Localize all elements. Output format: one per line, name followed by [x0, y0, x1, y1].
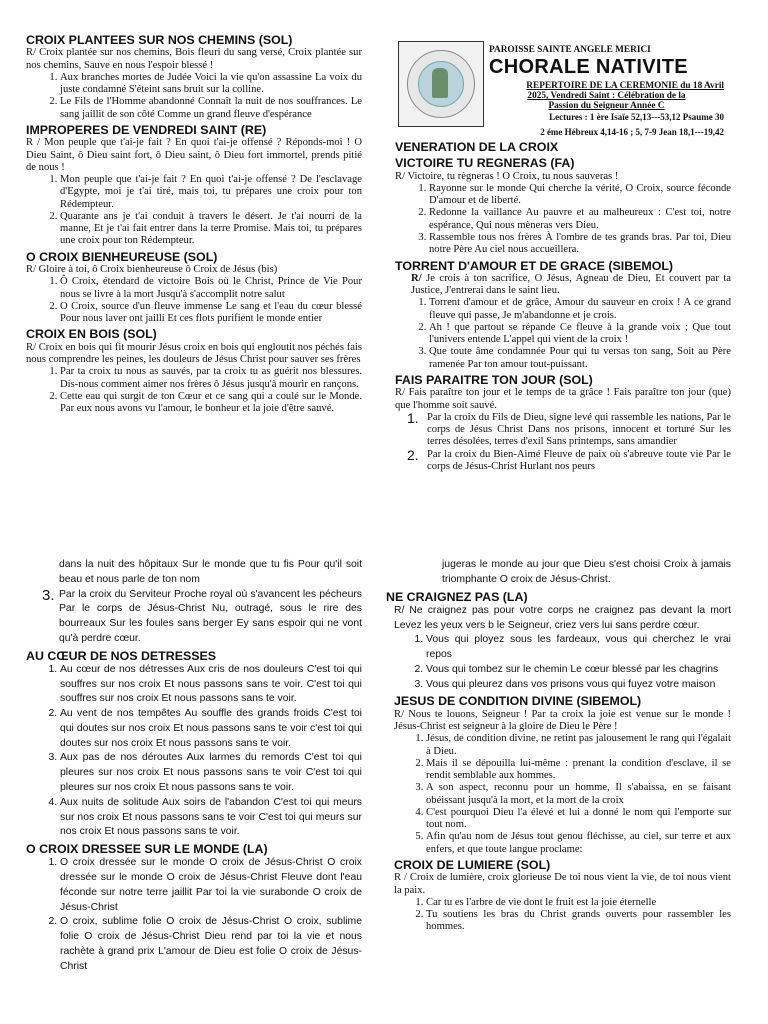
ceremony-occasion: Passion du Seigneur Année C — [548, 101, 665, 111]
song-title: TORRENT D'AMOUR ET DE GRACE (SIBEMOL) — [395, 258, 674, 273]
verse: 1. Par la croix du Fils de Dieu, signe levé qui rassemble les nations, Par le corps de Jésus Christ Dans nos prisons, innocent et torturé Sur les terres désolées, terres d'exil Sans printemps, sans amandier — [407, 409, 731, 448]
verse: 1. Torrent d'amour et de grâce, Amour du sauveur en croix ! A ce grand fleuve qui passe, Je m'abandonne et je crois. — [429, 297, 731, 322]
column-top-left — [26, 31, 362, 415]
verse: 2. O croix, sublime folie O croix de Jésus-Christ O croix, sublime folie O croix de Jésus-Christ Dieu rend par toi la vie et nous rachète à grand prix L'amour de Dieu est folie O croix de Jésus-Christ — [60, 915, 362, 974]
verse: 2. Redonne la vaillance Au pauvre et au malheureux : C'est toi, notre espérance, Qui nous mèneras vers Dieu. — [429, 207, 731, 232]
verse-list — [26, 663, 362, 840]
parish-name: PAROISSE SAINTE ANGELE MERICI — [489, 45, 651, 55]
verse: 5. Afin qu'au nom de Jésus tout genou fléchisse, au ciel, sur terre et aux enfers, et que toute langue proclame: — [426, 831, 731, 856]
verse-number: 3. — [42, 586, 55, 604]
ceremony-date: 2025, Vendredi Saint : Célébration de la — [527, 91, 686, 101]
refrain: R/ Victoire, tu règneras ! O Croix, tu nous sauveras ! — [395, 170, 619, 182]
verse: 2. O Croix, source d'un fleuve immense Le sang et l'eau du cœur blessé Pour nous laver ont jailli Et ces flots purifient le monde entier — [60, 301, 362, 326]
song-title: O CROIX BIENHEUREUSE (SOL) — [26, 249, 218, 264]
verse-list — [26, 856, 362, 974]
verse: 1. O croix dressée sur le monde O croix de Jésus-Christ O croix dressée sur le monde O croix de Jésus-Christ Fleuve dont l'eau féconde sur notre terre jaillit Par toi la vie surabonde O croix de Jésus-Christ — [60, 856, 362, 915]
verse: 1. Rayonne sur le monde Qui cherche la vérité, O Croix, source féconde D'amour et de liberté. — [429, 183, 731, 208]
readings-line-1: Lectures : 1 ère Isaïe 52,13---53,12 Psaume 30 — [549, 112, 724, 122]
verse-list — [26, 366, 362, 415]
choir-logo — [398, 41, 484, 127]
column-bottom-left — [26, 558, 362, 974]
verse: 3. Rassemble tous nos frères À l'ombre de tes grands bras. Par toi, Dieu notre Père Au ciel nous accueillera. — [429, 232, 731, 257]
verse: 4. Aux nuits de solitude Aux soirs de l'abandon C'est toi qui meurs sur nos croix Et nous passons sans te voir C'est toi qui meurs sur nos croix Et nous passons sans te voir. — [60, 796, 362, 840]
verse: 2. Au vent de nos tempêtes Au souffle des grands froids C'est toi qui doutes sur nos croix Et nous passons sans te voir c'est toi qui doutes sur nos croix Et nous passons sans te voir. — [60, 707, 362, 751]
verse-continuation: jugeras le monde au jour que Dieu s'est choisi Croix à jamais triomphante O croix de Jésus-Christ. — [442, 559, 731, 585]
verse: 2. Quarante ans je t'ai conduit à travers le désert. Je t'ai nourri de la manne, Et je t'ai fait entrer dans la terre Promise. Mais toi, tu prépares une croix pour ton Rédempteur. — [60, 211, 362, 248]
song-title: FAIS PARAITRE TON JOUR (SOL) — [395, 373, 593, 388]
song-title: O CROIX DRESSEE SUR LE MONDE (LA) — [26, 842, 268, 857]
verse-list — [386, 633, 731, 692]
verse-continuation: dans la nuit des hôpitaux Sur le monde que tu fis Pour qu'il soit beau et nous parle de ton nom — [59, 559, 362, 585]
verse-list — [395, 297, 731, 371]
verse: 1. Par ta croix tu nous as sauvés, par ta croix tu as guérit nos blessures. Dis-nous comment aimer nos frères ô Jésus jusqu'à mourir en rançons. — [60, 366, 362, 391]
song-title: JESUS DE CONDITION DIVINE (SIBEMOL) — [394, 694, 642, 709]
verse: 3. Aux pas de nos déroutes Aux larmes du remords C'est toi qui pleures sur nos croix Et nous passons sans te voir C'est toi qui pleures sur nos croix Et nous passons sans te voir. — [60, 751, 362, 795]
verse-list — [395, 183, 731, 257]
song-title: CROIX PLANTEES SUR NOS CHEMINS (SOL) — [26, 33, 293, 47]
verse: 2. Mais il se dépouilla lui-même : prenant la condition d'esclave, il se rendit semblable aux hommes. — [426, 758, 731, 783]
verse: 3. Par la croix du Serviteur Proche royal où s'avancent les pécheurs Par le corps de Jésus-Christ Nu, outragé, sous le rire des bourreaux Sur les foules sans berger Ey sans espoir qui ne vont qu'à perdre cœur. — [42, 586, 362, 644]
refrain-label: R/ — [411, 272, 422, 284]
verse: 3. Vous qui pleurez dans vos prisons vous qui fuyez votre maison — [426, 678, 731, 693]
verse: 2. Par la croix du Bien-Aimé Fleuve de paix où s'abreuve toute vie Par le corps de Jésus-Christ Hurlant nos peurs — [407, 446, 731, 472]
song-title: NE CRAIGNEZ PAS (LA) — [386, 589, 528, 604]
header-block — [394, 37, 724, 137]
verse-list — [26, 72, 362, 121]
verse-list — [386, 897, 731, 934]
verse: 2. Ah ! que partout se répande Ce fleuve à la grande voix ; Que tout l'univers entende L'appel qui vient de la croix ! — [429, 322, 731, 347]
ceremony-title: REPERTOIRE DE LA CEREMONIE du 18 Avril — [526, 81, 724, 91]
refrain: R/ Croix plantée sur nos chemins, Bois fleuri du sang versé, Croix plantée sur nos chemins, Sauve en nous l'espoir blessé ! — [26, 47, 362, 71]
column-top-right — [395, 138, 731, 473]
verse: 1. Aux branches mortes de Judée Voici la vie qu'on assassine La voix du juste condamné S'éteint sans bruit sur la colline. — [60, 72, 362, 97]
choir-name: CHORALE NATIVITE — [489, 56, 688, 78]
verse: 1. Ô Croix, étendard de victoire Bois où le Christ, Prince de Vie Pour nous se livre à la mort Jusqu'à s'accomplit notre salut — [60, 276, 362, 301]
verse: 1. Vous qui ployez sous les fardeaux, vous qui cherchez le vrai repos — [426, 633, 731, 663]
verse: 1. Au cœur de nos détresses Aux cris de nos douleurs C'est toi qui souffres sur nos croix Et nous passons sans te voir. C'est toi qui souffres sur nos croix Et nous passons sans te voir. — [60, 663, 362, 707]
verse-list — [26, 174, 362, 248]
refrain: R/ Croix en bois qui fit mourir Jésus croix en bois qui engloutit nos péchés fais nous comprendre les peines, les douleurs de Jésus Christ pour sauver ses frères — [26, 341, 362, 365]
verse: 2. Cette eau qui surgit de ton Cœur et ce sang qui a coulé sur le Monde. Par eux nous avons vu l'amour, le bonheur et la joie d'être sauvé. — [60, 391, 362, 416]
column-bottom-right — [386, 558, 731, 934]
refrain: R/ Ne craignez pas pour votre corps ne craignez pas devant la mort Levez les yeux vers b le Seigneur, criez vers lui sans perdre cœur. — [394, 604, 731, 631]
verse: 1. Mon peuple que t'ai-je fait ? En quoi t'ai-je offensé ? De l'esclavage d'Egypte, moi je t'ai tiré, mais toi, tu prépares une croix pour ton Rédempteur. — [60, 174, 362, 211]
verse-list — [386, 733, 731, 856]
verse: 1. Car tu es l'arbre de vie dont le fruit est la joie éternelle — [426, 897, 731, 909]
verse: 2. Le Fils de l'Homme abandonné Connaît la nuit de nos souffrances. Le sang jaillit de son côté Comme un grand fleuve d'espérance — [60, 96, 362, 121]
verse: 2. Tu soutiens les bras du Christ grands ouverts pour rassembler les hommes. — [426, 909, 731, 934]
song-title: IMPROPERES DE VENDREDI SAINT (RE) — [26, 122, 267, 137]
verse: 4. C'est pourquoi Dieu l'a élevé et lui a donné le nom qui l'emporte sur tout nom. — [426, 807, 731, 832]
verse: 3. A son aspect, reconnu pour un homme, Il s'abaissa, en se faisant obéissant jusqu'à la mort, et la mort de la croix — [426, 782, 731, 807]
song-title: VICTOIRE TU REGNERAS (FA) — [395, 156, 575, 171]
section-title: VENERATION DE LA CROIX — [395, 140, 559, 154]
song-title: AU CŒUR DE NOS DETRESSES — [26, 648, 217, 663]
verse: 2. Vous qui tombez sur le chemin Le cœur blessé par les chagrins — [426, 663, 731, 678]
readings-line-2: 2 éme Hébreux 4,14-16 ; 5, 7-9 Jean 18,1---19,42 — [540, 127, 724, 137]
refrain: R / Croix de lumière, croix glorieuse De toi nous vient la vie, de toi nous vient la paix. — [394, 872, 731, 896]
song-title: CROIX DE LUMIERE (SOL) — [394, 858, 551, 873]
song-title: CROIX EN BOIS (SOL) — [26, 327, 157, 342]
refrain: R / Mon peuple que t'ai-je fait ? En quoi t'ai-je offensé ? Réponds-moi ! O Dieu Saint, ô Dieu saint fort, ô Dieu saint, ô Dieu fort immortel, prends pitié de nous ! — [26, 137, 362, 173]
verse-list — [395, 409, 731, 473]
refrain: R/ Je crois à ton sacrifice, O Jésus, Agneau de Dieu, Et couvert par ta Justice, J'entrerai dans le saint lieu. — [411, 272, 731, 297]
refrain: R/ Fais paraître ton jour et le temps de ta grâce ! Fais paraître ton jour (que) que l'homme soit sauvé. — [395, 387, 731, 411]
verse: 1. Jésus, de condition divine, ne retint pas jalousement le rang qui l'égalait à Dieu. — [426, 733, 731, 758]
refrain: R/ Nous te louons, Seigneur ! Par ta croix la joie est venue sur le monde ! Jésus-Christ est seigneur à la gloire de Dieu le Père ! — [394, 708, 731, 732]
verse: 3. Que toute âme condamnée Pour qui tu versas ton sang, Soit au Père ramenée Par ton amour tout-puissant. — [429, 346, 731, 371]
refrain: R/ Gloire à toi, ô Croix bienheureuse ô Croix de Jésus (bis) — [26, 264, 278, 276]
verse-list — [26, 276, 362, 325]
